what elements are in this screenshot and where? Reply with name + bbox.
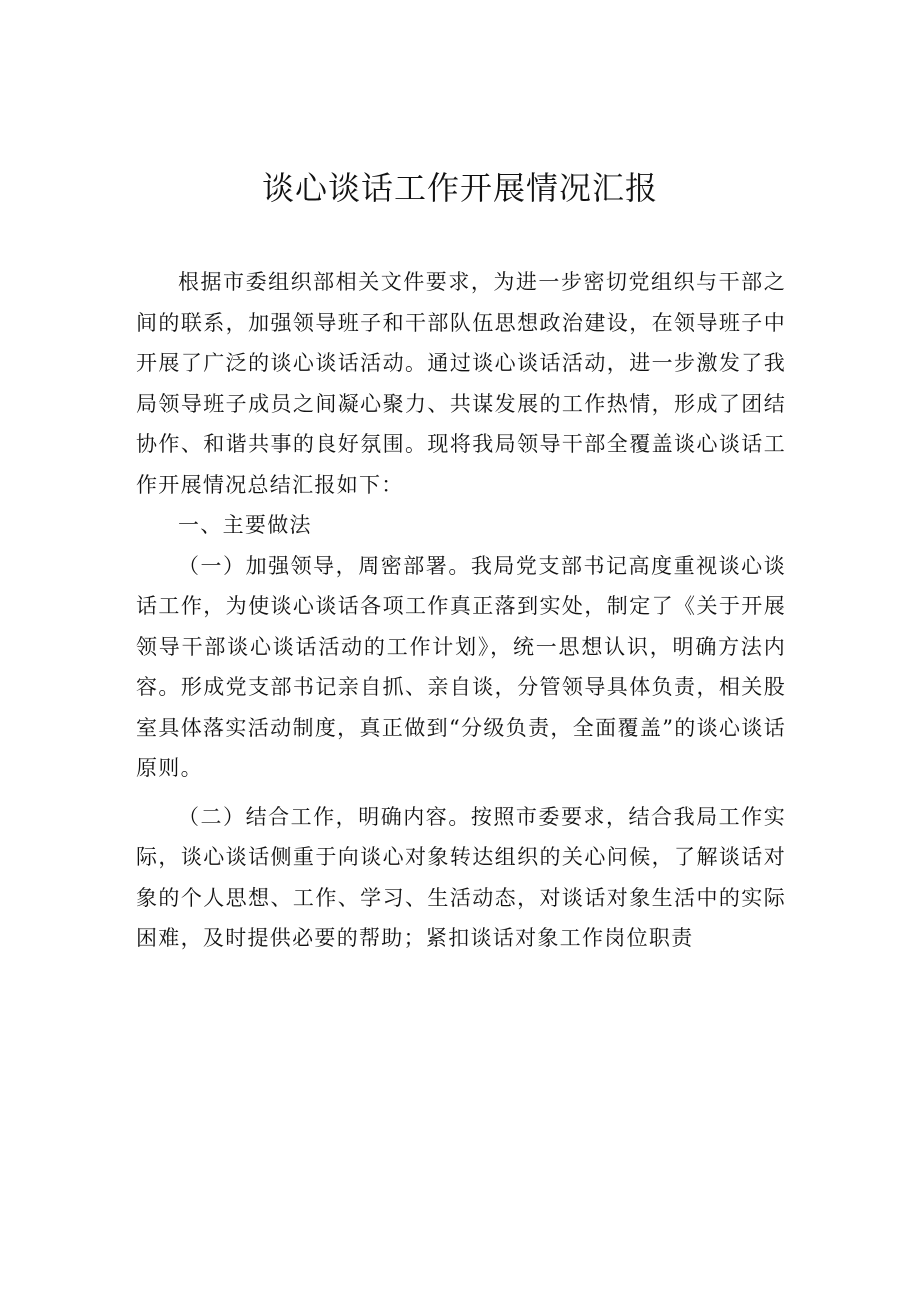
paragraph-gap <box>136 789 786 797</box>
document-body <box>136 262 786 959</box>
section-heading-main-practices: 一、主要做法 <box>178 513 312 537</box>
paragraph-intro: 根据市委组织部相关文件要求，为进一步密切党组织与干部之间的联系，加强领导班子和干部队伍思想政治建设，在领导班子中开展了广泛的谈心谈话活动。通过谈心谈话活动，进一步激发了我局领导班子成员之间凝心聚力、共谋发展的工作热情，形成了团结协作、和谐共事的良好氛围。现将我局领导干部全覆盖谈心谈话工作开展情况总结汇报如下： <box>136 270 786 497</box>
document-title: 谈心谈话工作开展情况汇报 <box>261 169 658 207</box>
paragraph-strengthen-leadership: （一）加强领导，周密部署。我局党支部书记高度重视谈心谈话工作，为使谈心谈话各项工作真正落到实处，制定了《关于开展领导干部谈心谈话活动的工作计划》，统一思想认识，明确方法内容。形成党支部书记亲自抓、亲自谈，分管领导具体负责，相关股室具体落实活动制度，真正做到“分级负责，全面覆盖”的谈心谈话原则。 <box>136 553 786 780</box>
paragraph-combine-work: （二）结合工作，明确内容。按照市委要求，结合我局工作实际，谈心谈话侧重于向谈心对象转达组织的关心问候，了解谈话对象的个人思想、工作、学习、生活动态，对谈话对象生活中的实际困难，及时提供必要的帮助；紧扣谈话对象工作岗位职责 <box>136 804 786 950</box>
